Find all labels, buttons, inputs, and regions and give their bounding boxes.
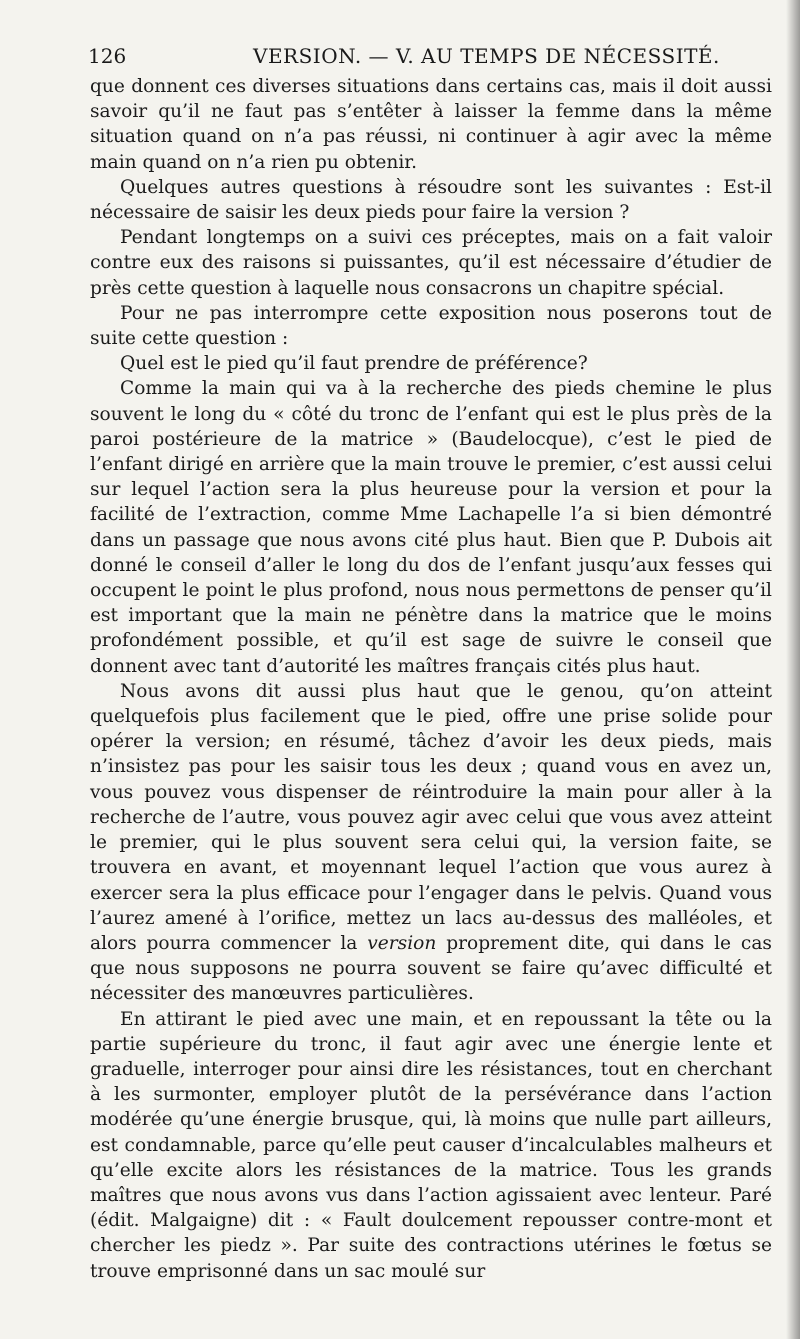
paragraph-continuation: que donnent ces diverses situations dans certains cas, mais il doit aussi savoir qu’il ne faut pas s’entêter à laisser la femme dans la même situation quand on n’a pas réussi, ni continuer à agir avec la même main quand on n’a rien pu obtenir. <box>90 76 772 173</box>
running-title: VERSION. — V. AU TEMPS DE NÉCESSITÉ. <box>253 44 720 68</box>
page-number: 126 <box>88 44 127 68</box>
paragraph-questions: Quelques autres questions à résoudre sont les suivantes : Est-il nécessaire de saisir les deux pieds pour faire la version ? <box>90 176 772 224</box>
paragraph-question-pied: Quel est le pied qu’il faut prendre de préférence? <box>120 353 588 375</box>
paragraph-genou-end: proprement dite, qui dans le cas que nous supposons ne pourra souvent se faire qu’avec difficulté et nécessiter des manœuvres particulières. <box>90 932 772 1005</box>
body-text <box>90 74 772 1284</box>
page-header <box>88 44 768 70</box>
paragraph-genou-text: Nous avons dit aussi plus haut que le genou, qu’on atteint quelquefois plus facilement que le pied, offre une prise solide pour opérer la version; en résumé, tâchez d’avoir les deux pieds, mais n’insistez pas pour les saisir tous les deux ; quand vous en avez un, vous pouvez vous dispenser de réintroduire la main pour aller à la recherche de l’autre, vous pouvez agir avec celui que vous avez atteint le premier, qui le plus souvent sera celui qui, la version faite, se trouvera en avant, et moyennant lequel l’action que vous aurez à exercer sera la plus efficace pour l’engager dans le pelvis. Quand vous l’aurez amené à l’orifice, mettez un lacs au-dessus des malléoles, et alors pourra commencer la <box>90 680 772 954</box>
italic-version: version <box>367 932 437 954</box>
page-edge-shadow <box>786 0 800 1339</box>
paragraph-preceptes: Pendant longtemps on a suivi ces préceptes, mais on a fait valoir contre eux des raisons si puissantes, qu’il est nécessaire d’étudier de près cette question à laquelle nous consacrons un chapitre spécial. <box>90 227 772 299</box>
paragraph-attirant: En attirant le pied avec une main, et en repoussant la tête ou la partie supérieure du tronc, il faut agir avec une énergie lente et graduelle, interroger pour ainsi dire les résistances, tout en cherchant à les surmonter, employer plutôt de la persévérance dans l’action modérée qu’une énergie brusque, qui, là moins que nulle part ailleurs, est condamnable, parce qu’elle peut causer d’incalculables malheurs et qu’elle excite alors les résistances de la matrice. Tous les grands maîtres que nous avons vus dans l’action agissaient avec lenteur. Paré (édit. Malgaigne) dit : « Fault doulcement repousser contre-mont et chercher les piedz ». Par suite des contractions utérines le fœtus se trouve emprisonné dans un sac moulé sur <box>90 1008 772 1282</box>
paragraph-genou <box>90 679 772 1007</box>
paragraph-exposition: Pour ne pas interrompre cette exposition nous poserons tout de suite cette question : <box>90 302 772 350</box>
paragraph-main-recherche: Comme la main qui va à la recherche des pieds chemine le plus souvent le long du « côté du tronc de l’enfant qui est le plus près de la paroi postérieure de la matrice » (Baudelocque), c’est le pied de l’enfant dirigé en arrière que la main trouve le premier, c’est aussi celui sur lequel l’action sera la plus heureuse pour la version et pour la facilité de l’extraction, comme Mme Lachapelle l’a si bien démontré dans un passage que nous avons cité plus haut. Bien que P. Dubois ait donné le conseil d’aller le long du dos de l’enfant jusqu’aux fesses qui occupent le point le plus profond, nous nous permettons de penser qu’il est important que la main ne pénètre dans la matrice que le moins profondément possible, et qu’il est sage de suivre le conseil que donnent avec tant d’autorité les maîtres français cités plus haut. <box>90 378 772 677</box>
